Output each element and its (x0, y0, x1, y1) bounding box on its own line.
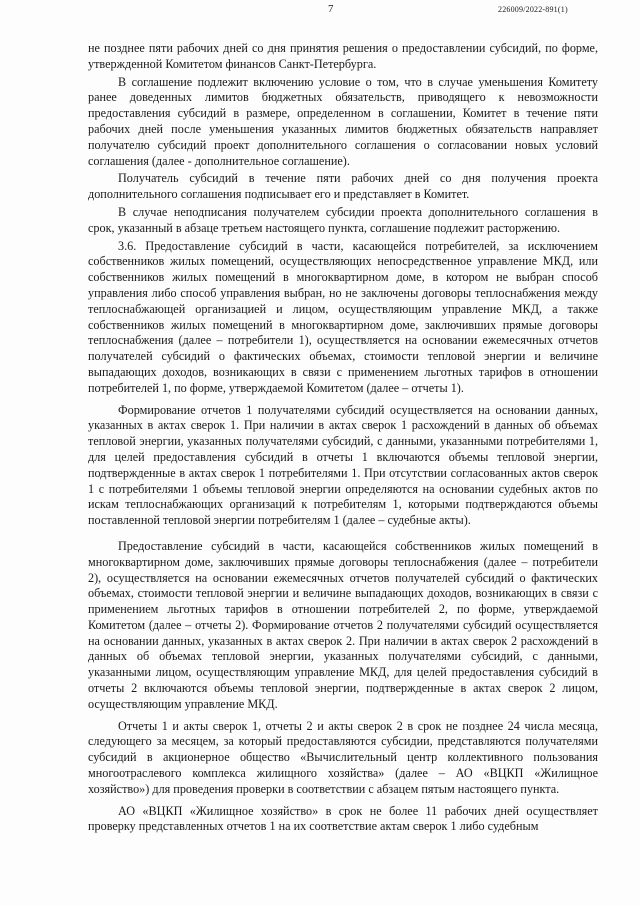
document-code: 226009/2022-891(1) (498, 5, 568, 14)
page-number: 7 (328, 3, 334, 15)
paragraph: Отчеты 1 и акты сверок 1, отчеты 2 и акты сверок 2 в срок не позднее 24 числа месяца, следующего за месяцем, за который предоставляются субсидии, представляются получателями субсидий в акционерное общество «Вычислительный центр коллективного пользования многоотраслевого комплекса жилищного хозяйства» (далее – АО «ВЦКП «Жилищное хозяйство») для проведения проверки в соответствии с абзацем пятым настоящего пункта. (88, 718, 598, 796)
paragraph: В случае неподписания получателем субсидии проекта дополнительного соглашения в срок, указанный в абзаце третьем настоящего пункта, соглашение подлежит расторжению. (88, 204, 598, 235)
document-body (88, 41, 598, 835)
paragraph: Предоставление субсидий в части, касающейся собственников жилых помещений в многоквартирном доме, заключивших прямые договоры теплоснабжения (далее – потребители 2), осуществляется на основании ежемесячных отчетов получателей субсидий о фактических объемах, стоимости тепловой энергии и величине выпадающих доходов, возникающих в связи с применением льготных тарифов в отношении потребителей 2, по форме, утверждаемой Комитетом (далее – отчеты 2). Формирование отчетов 2 получателями субсидий осуществляется на основании данных, указанных в актах сверок 2. При наличии в актах сверок 2 расхождений в данных об объемах тепловой энергии, указанных получателями субсидий, с данными, указанными лицом, осуществляющим управление МКД, для целей предоставления субсидий в отчеты 2 включаются объемы тепловой энергии, подтвержденные в актах сверок 2 лицом, осуществляющим управление МКД. (88, 538, 598, 711)
paragraph: 3.6. Предоставление субсидий в части, касающейся потребителей, за исключением собственников жилых помещений, осуществляющих непосредственное управление МКД, или собственников жилых помещений в многоквартирном доме, в котором не выбран способ управления либо способ управления выбран, но не заключены договоры теплоснабжения между теплоснабжающей организацией и лицом, осуществляющим управление МКД, а также собственников жилых помещений в многоквартирном доме, заключивших прямые договоры теплоснабжения (далее – потребители 1), осуществляется на основании ежемесячных отчетов получателей субсидий о фактических объемах, стоимости тепловой энергии и величине выпадающих доходов, возникающих в связи с применением льготных тарифов в отношении потребителей 1, по форме, утверждаемой Комитетом (далее – отчеты 1). (88, 238, 598, 395)
paragraph: В соглашение подлежит включению условие о том, что в случае уменьшения Комитету ранее доведенных лимитов бюджетных обязательств, приводящего к невозможности предоставления субсидий в размере, определенном в соглашении, Комитет в течение пяти рабочих дней после уменьшения указанных лимитов бюджетных обязательств направляет получателю субсидий проект дополнительного соглашения о согласовании новых условий соглашения (далее - дополнительное соглашение). (88, 74, 598, 168)
paragraph: не позднее пяти рабочих дней со дня принятия решения о предоставлении субсидий, по форме, утвержденной Комитетом финансов Санкт-Петербурга. (88, 41, 598, 71)
paragraph: АО «ВЦКП «Жилищное хозяйство» в срок не более 11 рабочих дней осуществляет проверку представленных отчетов 1 на их соответствие актам сверок 1 либо судебным (88, 803, 598, 834)
paragraph: Формирование отчетов 1 получателями субсидий осуществляется на основании данных, указанных в актах сверок 1. При наличии в актах сверок 1 расхождений в данных об объемах тепловой энергии, указанных получателями субсидий, с данными, указанными потребителями 1, для целей предоставления субсидий в отчеты 1 включаются объемы тепловой энергии, подтвержденные в актах сверок 1 потребителями 1. При отсутствии согласованных актов сверок 1 с потребителями 1 объемы тепловой энергии определяются на основании судебных актов по искам теплоснабжающих организаций к потребителям 1, которыми подтверждаются объемы поставленной тепловой энергии потребителям 1 (далее – судебные акты). (88, 402, 598, 528)
paragraph: Получатель субсидий в течение пяти рабочих дней со дня получения проекта дополнительного соглашения подписывает его и представляет в Комитет. (88, 171, 598, 202)
